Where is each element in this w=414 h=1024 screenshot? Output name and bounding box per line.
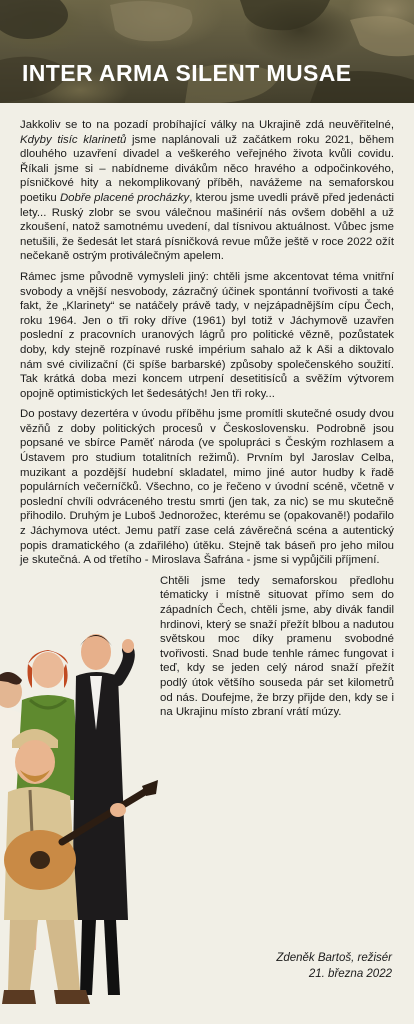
title-italic: Kdyby tisíc klarinetů: [20, 133, 127, 146]
paragraph-intro: [20, 118, 394, 264]
text-run: jsme naplánovali už začátkem roku 2021, během dlouhého uzavření divadel a veškerého veřejného života kvůli covidu. Říkali jsme si – nabídneme divákům něco hravého a odpočinkového, písničkové hity a nekomplikovaný příběh, navážeme na semaforskou poetiku: [20, 133, 395, 204]
signature-block: [276, 950, 392, 982]
article-body: [20, 118, 394, 726]
camouflage-pattern: [0, 0, 414, 103]
signature-date: 21. března 2022: [308, 968, 392, 980]
header-banner: [0, 0, 414, 103]
author-name: Zdeněk Bartoš, režisér: [276, 952, 392, 964]
paragraph-conclusion: Chtěli jsme tedy semaforskou předlohu tématicky i místně situovat přímo sem do západních Čech, chtěli jsme, aby divák fandil hrdinovi, který se snaží přežít blbou a nadutou světskou moc díky pramenu svobodné tvořivosti. Snad bude tenhle rámec fungovat i teď, kdy se jeden celý národ snaží přežít podlý útok většího souseda pár set kilometrů od nás. Doufejme, že brzy přijde den, kdy se i na Ukrajinu místo zbraní vrátí múzy.: [160, 574, 394, 719]
text-run: Jakkoliv se to na pozadí probíhající války na Ukrajině zdá neuvěřitelné,: [20, 119, 394, 131]
paragraph-frame: Rámec jsme původně vymysleli jiný: chtěli jsme akcentovat téma vnitřní svobody a vnější nesvobody, zázračný účinek spontánní tvořivosti a také fakt, že „Klarinety“ se natáčely právě tady, v nejzápadnějším cípu Čech, roku 1964. Jen o tři roky dříve (1961) byl totiž v Jáchymově uzavřen poslední z pracovních uranových lágrů pro politické vězně, pozůstatek doby, kdy stejně rozpínavé ruské impérium sahalo až k Aši a diktovalo nám své civilizační (či spíše barbarské) způsoby společenského soužití. Tak krátká doba mezi koncem utrpení desetitisíců a svěžím výtvorem opojně optimistických let šedesátých! Jen tři roky...: [20, 270, 394, 400]
text-run: , kterou jsme uvedli právě před jedenácti lety... Ruský zlobr se svou válečnou mašinérií nás ovšem doběhl a už zkoušení, natož samotnému uvedení, dal tísnivou aktuálnost. Vůbec jsme netušili, že šedesát let stará písničková revue může ještě v roce 2022 ožít nečekaně ostrým protiválečným apelem.: [20, 191, 394, 263]
page-title: INTER ARMA SILENT MUSAE: [22, 60, 352, 86]
title-italic: Dobře placené procházky: [59, 191, 190, 204]
paragraph-characters: Do postavy dezertéra v úvodu příběhu jsme promítli skutečné osudy dvou vězňů z doby politických procesů v Československu. Podrobně jsou popsané ve sbírce Paměť národa (ve spolupráci s Českým rozhlasem a Ústavem pro studium totalitních režimů). Prvním byl Jaroslav Celba, muzikant a pozdější hudební skladatel, mimo jiné autor hudby k řadě populárních večerníčků. Všechno, co je řečeno v úvodní scéně, včetně v poslední chvíli odvráceného trestu smrti (jen tak, za nic) se mu skutečně přihodilo. Druhým je Luboš Jednorožec, kterému se (opakovaně!) podařilo z Jáchymova utéct. Jemu patří zase celá závěrečná scéna a autentický popis dramatického (a zdařilého) útěku. Stejně tak báseň pro jeho milou je skutečná. A od třetího - Miroslava Šafrána - jsme si vypůjčili příjmení.: [20, 408, 394, 567]
